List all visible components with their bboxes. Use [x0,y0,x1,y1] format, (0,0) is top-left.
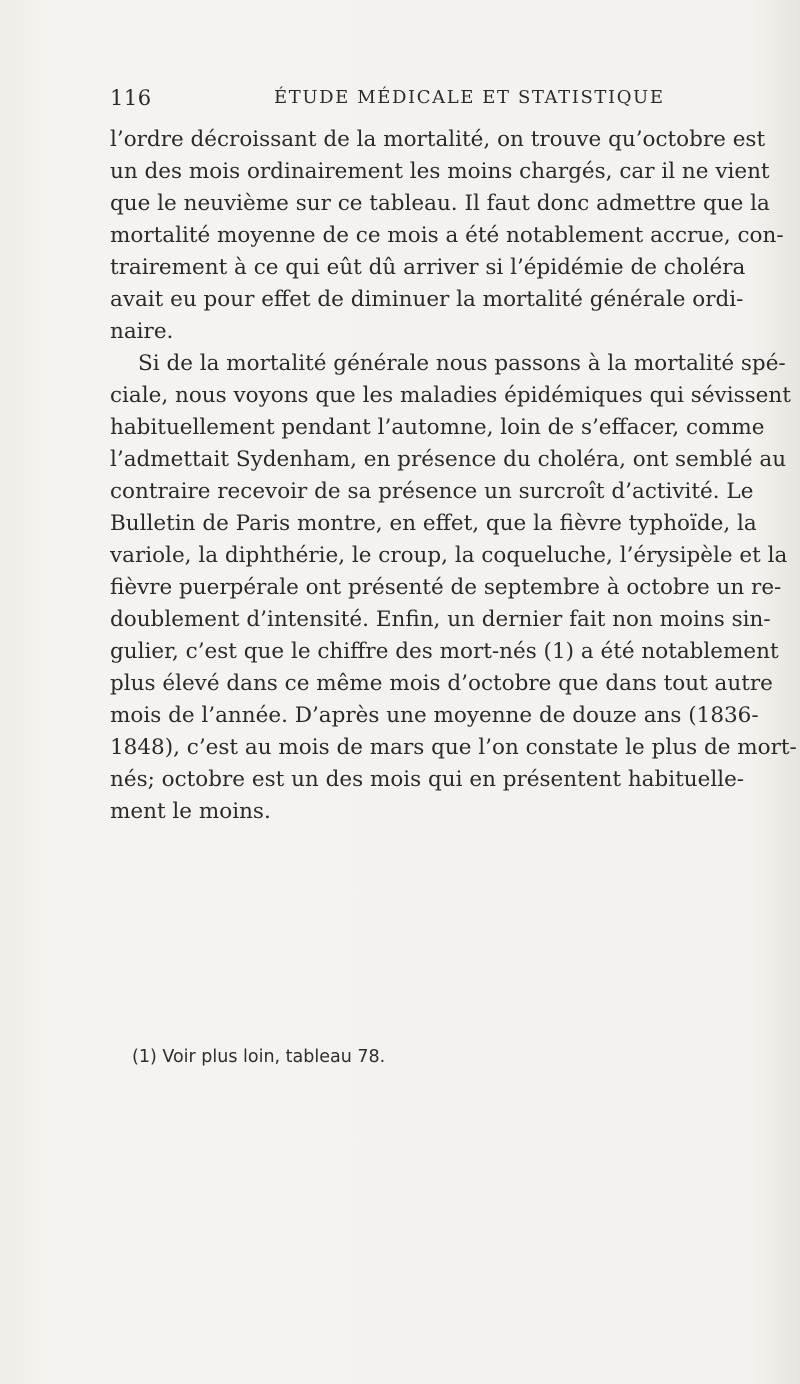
text-line: habituellement pendant l’automne, loin de s’effacer, comme [110,415,765,440]
text-line: contraire recevoir de sa présence un surcroît d’activité. Le [110,479,754,504]
text-line: variole, la diphthérie, le croup, la coqueluche, l’érysipèle et la [110,543,788,568]
text-line: ment le moins. [110,799,271,824]
text-line: fièvre puerpérale ont présenté de septembre à octobre un re- [110,575,782,600]
text-line: mois de l’année. D’après une moyenne de douze ans (1836- [110,703,759,728]
running-title: ÉTUDE MÉDICALE ET STATISTIQUE [274,87,665,108]
text-line: mortalité moyenne de ce mois a été notablement accrue, con- [110,223,784,248]
text-line: trairement à ce qui eût dû arriver si l’épidémie de choléra [110,255,746,280]
text-line: l’ordre décroissant de la mortalité, on trouve qu’octobre est [110,127,766,152]
text-line: ciale, nous voyons que les maladies épidémiques qui sévissent [110,383,791,408]
text-line: l’admettait Sydenham, en présence du choléra, ont semblé au [110,447,787,472]
text-line: un des mois ordinairement les moins chargés, car il ne vient [110,159,770,184]
text-line: Bulletin de Paris montre, en effet, que la fièvre typhoïde, la [110,511,757,536]
page-number: 116 [110,86,152,110]
text-line: gulier, c’est que le chiffre des mort-nés (1) a été notablement [110,639,779,664]
text-line: que le neuvième sur ce tableau. Il faut donc admettre que la [110,191,770,216]
text-line: nés; octobre est un des mois qui en présentent habituelle- [110,767,745,792]
text-line: naire. [110,319,174,344]
footnote: (1) Voir plus loin, tableau 78. [132,1047,386,1067]
text-line: 1848), c’est au mois de mars que l’on constate le plus de mort- [110,735,797,760]
running-head [110,86,710,112]
text-line: plus élevé dans ce même mois d’octobre que dans tout autre [110,671,773,696]
text-line: avait eu pour effet de diminuer la mortalité générale ordi- [110,287,744,312]
text-line: doublement d’intensité. Enfin, un dernier fait non moins sin- [110,607,771,632]
body-text [110,124,797,828]
paragraph-start-line: Si de la mortalité générale nous passons à la mortalité spé- [138,351,786,376]
